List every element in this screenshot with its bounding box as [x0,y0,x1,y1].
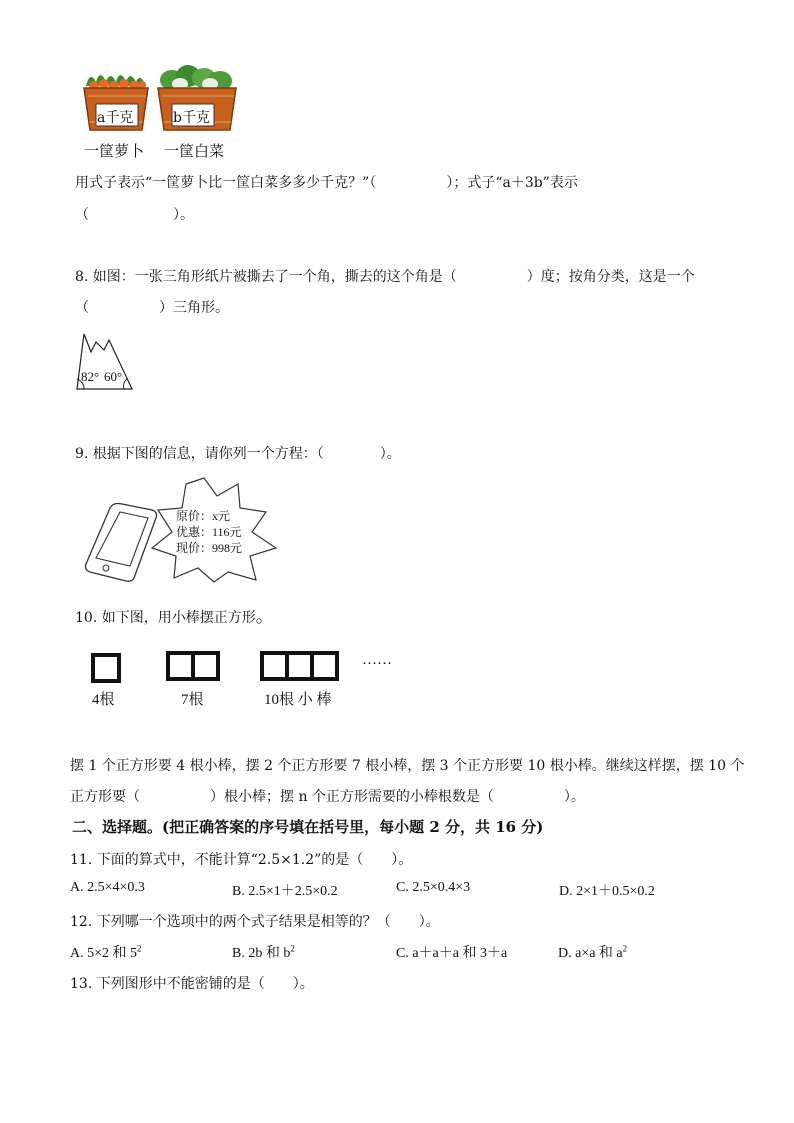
basket2-label: b千克 [173,110,210,126]
discount: 优惠：116元 [176,525,242,539]
matchstick-squares-figure [90,650,400,684]
q11-option-d: D. 2×1＋0.5×0.2 [559,884,655,899]
q11-option-b: B. 2.5×1＋2.5×0.2 [232,884,338,899]
basket2-caption: 一筐白菜 [164,142,225,160]
phone-icon [86,504,157,582]
q12-option-a-text: A. 5×2 和 5 [70,946,138,961]
q7-text-line1: 用式子表示“一筐萝卜比一筐白菜多多少千克？”（ ）；式子“a＋3b”表示 [75,175,578,191]
q10-text [75,602,274,628]
price-list [176,508,242,556]
q13-text: 13. 下列图形中不能密铺的是（ ）。 [70,976,314,992]
q10-para-line2: 正方形要（ ）根小棒；摆 n 个正方形需要的小棒根数是（ ）。 [70,789,585,805]
label-4: 4根 [92,692,115,708]
current-price: 现价：998元 [176,541,243,555]
ellipsis: …… [362,652,392,668]
three-squares [262,653,337,679]
q10-para-line1: 摆 1 个正方形要 4 根小棒，摆 2 个正方形要 7 根小棒，摆 3 个正方形要 10 根小棒。继续这样摆，摆 10 个 [70,758,745,774]
original-price: 原价：x元 [176,509,231,523]
q11-option-a: A. 2.5×4×0.3 [70,880,145,895]
cabbage-leaves [160,65,232,91]
q8-text-line1: 8. 如图：一张三角形纸片被撕去了一个角，撕去的这个角是（ ）度；按角分类，这是一个 [75,269,695,285]
label-10: 10根 小 棒 [264,692,332,708]
basket1-label: a千克 [97,110,134,126]
angle-60-label: 60° [104,369,123,384]
q9-text: 9. 根据下图的信息，请你列一个方程：（ ）。 [75,446,401,462]
label-7: 7根 [181,692,204,708]
q12-text: 12. 下列哪一个选项中的两个式子结果是相等的？（ ）。 [70,914,440,930]
q11-option-c: C. 2.5×0.4×3 [396,880,471,895]
section-heading: 二、选择题。(把正确答案的序号填在括号里，每小题 2 分，共 16 分) [72,818,544,836]
q12-option-d [558,942,627,962]
q12-option-b-text: B. 2b 和 b [232,946,291,961]
q12-option-a-exp: 2 [137,943,142,954]
q12-option-d-text: D. a×a 和 a [558,946,623,961]
q12-option-b [232,942,295,962]
q10-text-period: 。 [255,606,274,627]
q10-text-main: 10. 如下图，用小棒摆正方形 [75,610,256,626]
angle-82-label: 82° [81,369,100,384]
q12-option-a [70,942,142,962]
q12-option-b-exp: 2 [290,943,295,954]
two-squares [168,653,218,679]
q12-option-d-exp: 2 [622,943,628,954]
one-square [93,655,119,681]
basket1-caption: 一筐萝卜 [84,142,145,160]
q12-option-c: C. a＋a＋a 和 3＋a [396,946,508,961]
q8-text-line2: （ ）三角形。 [75,300,229,316]
q7-text-line2: （ ）。 [75,207,194,223]
q11-text: 11. 下面的算式中，不能计算“2.5×1.2”的是（ ）。 [70,852,413,868]
